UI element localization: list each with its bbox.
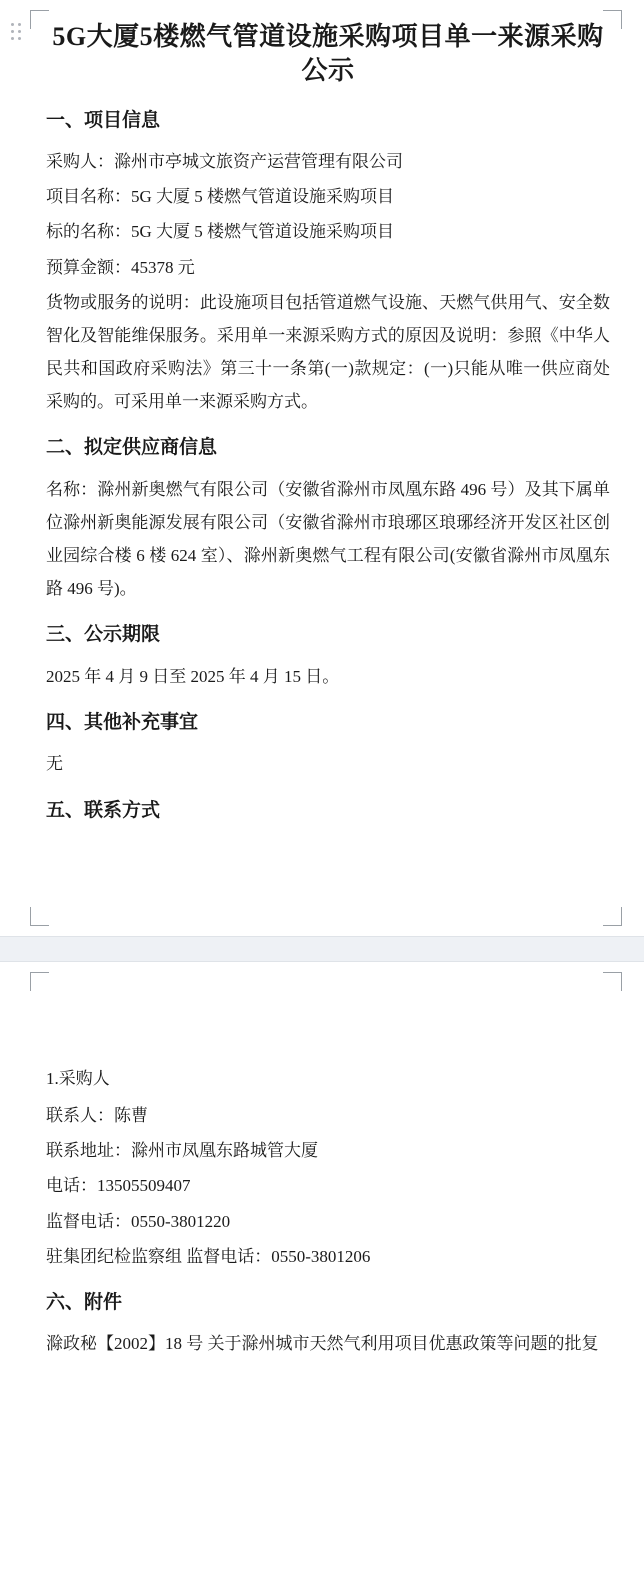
crop-mark-top-right-icon [603, 10, 622, 29]
section-heading-supplier-info: 二、拟定供应商信息 [46, 437, 218, 459]
supervision-phone-line: 监督电话：0550-3801220 [46, 1211, 231, 1231]
section-heading-attachment: 六、附件 [46, 1291, 123, 1313]
project-budget-line: 预算金额：45378 元 [46, 257, 195, 277]
discipline-inspection-phone-line: 驻集团纪检监察组 监督电话：0550-3801206 [46, 1246, 371, 1266]
contact-phone-line: 电话：13505509407 [46, 1176, 191, 1196]
section-heading-project-info: 一、项目信息 [46, 109, 161, 131]
project-subject-line: 标的名称：5G 大厦 5 楼燃气管道设施采购项目 [46, 222, 395, 242]
publicity-period-paragraph: 2025 年 4 月 9 日至 2025 年 4 月 15 日。 [46, 666, 340, 686]
contact-person-line: 联系人：陈曹 [46, 1106, 148, 1126]
supplier-paragraph: 名称：滁州新奥燃气有限公司（安徽省滁州市凤凰东路 496 号）及其下属单位滁州新奥能源发展有限公司（安徽省滁州市琅琊区琅琊经济开发区社区创业园综合楼 6 楼 624 室）、滁州新奥燃气工程有限公司(安徽省滁州市凤凰东路 496 号)。 [46, 479, 610, 599]
project-name-line: 项目名称：5G 大厦 5 楼燃气管道设施采购项目 [46, 187, 395, 207]
contact-address-line: 联系地址：滁州市凤凰东路城管大厦 [46, 1141, 318, 1161]
page-separator [0, 936, 644, 962]
contact-group-label: 1.采购人 [46, 1069, 110, 1088]
crop-mark-top-right-icon-2 [603, 972, 622, 991]
crop-mark-top-left-icon-2 [30, 972, 49, 991]
section-heading-other-matters: 四、其他补充事宜 [46, 711, 199, 733]
other-matters-paragraph: 无 [46, 754, 63, 774]
page-title: 5G大厦5楼燃气管道设施采购项目单一来源采购公示 [52, 22, 604, 86]
document-sheet-second [0, 962, 644, 1552]
project-description-paragraph: 货物或服务的说明：此设施项目包括管道燃气设施、天燃气供用气、安全数智化及智能维保服务。采用单一来源采购方式的原因及说明：参照《中华人民共和国政府采购法》第三十一条第(一)款规定：(一)只能从唯一供应商处采购的。可采用单一来源采购方式。 [46, 292, 610, 412]
crop-mark-bottom-right-icon [603, 907, 622, 926]
crop-mark-top-left-icon [30, 10, 49, 29]
crop-mark-bottom-left-icon [30, 907, 49, 926]
section-heading-publicity-period: 三、公示期限 [46, 624, 161, 646]
drag-handle-icon[interactable] [10, 22, 22, 42]
section-heading-contact: 五、联系方式 [46, 799, 161, 821]
project-purchaser-line: 采购人：滁州市亭城文旅资产运营管理有限公司 [46, 152, 403, 172]
attachment-paragraph: 滁政秘【2002】18 号 关于滁州城市天然气利用项目优惠政策等问题的批复 [46, 1334, 599, 1354]
